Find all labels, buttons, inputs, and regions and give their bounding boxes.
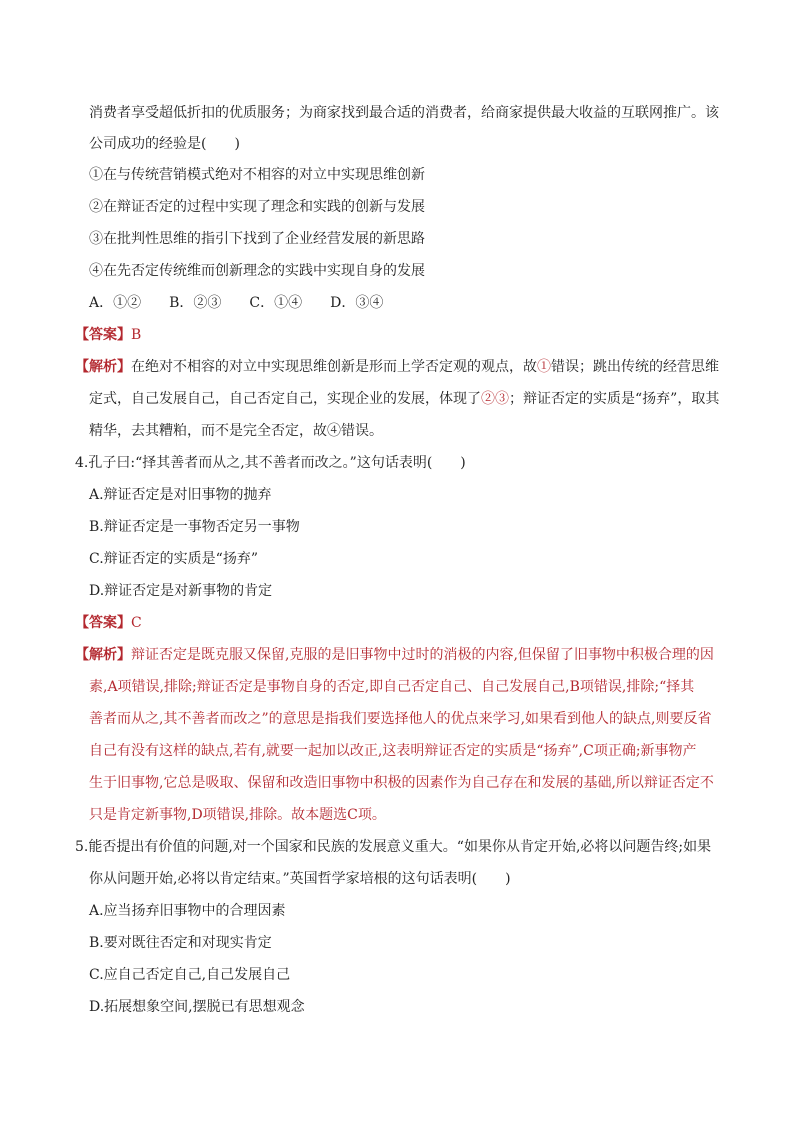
analysis-highlight: ②③ [481, 391, 509, 407]
q5-option-a: A.应当扬弃旧事物中的合理因素 [89, 903, 286, 919]
analysis-text: ；辩证否定的实质是“扬弃”，取其 [509, 391, 720, 407]
answer-value: B [131, 327, 142, 343]
q3-option-3: ③在批判性思维的指引下找到了企业经营发展的新思路 [89, 231, 425, 247]
q4-analysis-line2: 素,A项错误,排除;辩证否定是事物自身的否定,即自己否定自己、自己发展自己,B项错误,排除;“择其 [89, 679, 695, 695]
q4-answer [75, 614, 142, 632]
q4-analysis-line3: 善者而从之,其不善者而改之”的意思是指我们要选择他人的优点来学习,如果看到他人的缺点,则要反省 [89, 711, 712, 727]
q4-option-b: B.辩证否定是一事物否定另一事物 [89, 519, 300, 535]
q3-stem-line2: 公司成功的经验是( ) [89, 136, 240, 152]
answer-label: 【答案】 [75, 327, 131, 343]
q3-answer [75, 326, 141, 344]
q3-analysis-line1 [75, 358, 719, 376]
answer-label: 【答案】 [75, 615, 131, 631]
q3-option-4: ④在先否定传统维而创新理念的实践中实现自身的发展 [89, 263, 425, 279]
analysis-text: 在绝对不相容的对立中实现思维创新是形而上学否定观的观点，故 [131, 359, 537, 375]
q3-option-2: ②在辩证否定的过程中实现了理念和实践的创新与发展 [89, 199, 425, 215]
q5-stem-line2: 你从问题开始,必将以肯定结束。”英国哲学家培根的这句话表明( ) [89, 871, 511, 887]
q5-option-d: D.拓展想象空间,摆脱已有思想观念 [89, 999, 305, 1015]
analysis-text: 定式，自己发展自己，自己否定自己，实现企业的发展，体现了 [89, 391, 481, 407]
q3-stem-line1: 消费者享受超低折扣的优质服务；为商家找到最合适的消费者，给商家提供最大收益的互联网推广。该 [89, 105, 719, 121]
q4-analysis-line1 [75, 646, 714, 664]
analysis-highlight: ① [537, 359, 551, 375]
q5-stem-line1: 5.能否提出有价值的问题,对一个国家和民族的发展意义重大。“如果你从肯定开始,必将以问题告终;如果 [75, 839, 712, 855]
q3-option-1: ①在与传统营销模式绝对不相容的对立中实现思维创新 [89, 167, 425, 183]
q4-option-a: A.辩证否定是对旧事物的抛弃 [89, 487, 272, 503]
q4-option-c: C.辩证否定的实质是“扬弃” [89, 551, 258, 567]
q3-choices: A．①② B．②③ C．①④ D．③④ [89, 295, 384, 311]
q4-analysis-line5: 生于旧事物,它总是吸取、保留和改造旧事物中积极的因素作为自己存在和发展的基础,所以辩证否定不 [89, 775, 714, 791]
q3-analysis-line2 [89, 390, 719, 408]
q4-analysis-line4: 自己有没有这样的缺点,若有,就要一起加以改正,这表明辩证否定的实质是“扬弃”,C项正确;新事物产 [89, 743, 697, 759]
answer-value: C [131, 615, 142, 631]
q3-analysis-line3: 精华，去其糟粕，而不是完全否定，故④错误。 [89, 423, 383, 439]
q4-option-d: D.辩证否定是对新事物的肯定 [89, 583, 273, 599]
q4-analysis-line6: 只是肯定新事物,D项错误,排除。故本题选C项。 [89, 807, 386, 823]
analysis-text: 错误；跳出传统的经营思维 [551, 359, 719, 375]
analysis-label: 【解析】 [75, 647, 131, 663]
analysis-label: 【解析】 [75, 359, 131, 375]
q5-option-c: C.应自己否定自己,自己发展自己 [89, 967, 291, 983]
q5-option-b: B.要对既往否定和对现实肯定 [89, 935, 272, 951]
analysis-text: 辩证否定是既克服又保留,克服的是旧事物中过时的消极的内容,但保留了旧事物中积极合理的因 [131, 647, 714, 663]
q4-stem: 4.孔子曰:“择其善者而从之,其不善者而改之。”这句话表明( ) [75, 455, 466, 471]
